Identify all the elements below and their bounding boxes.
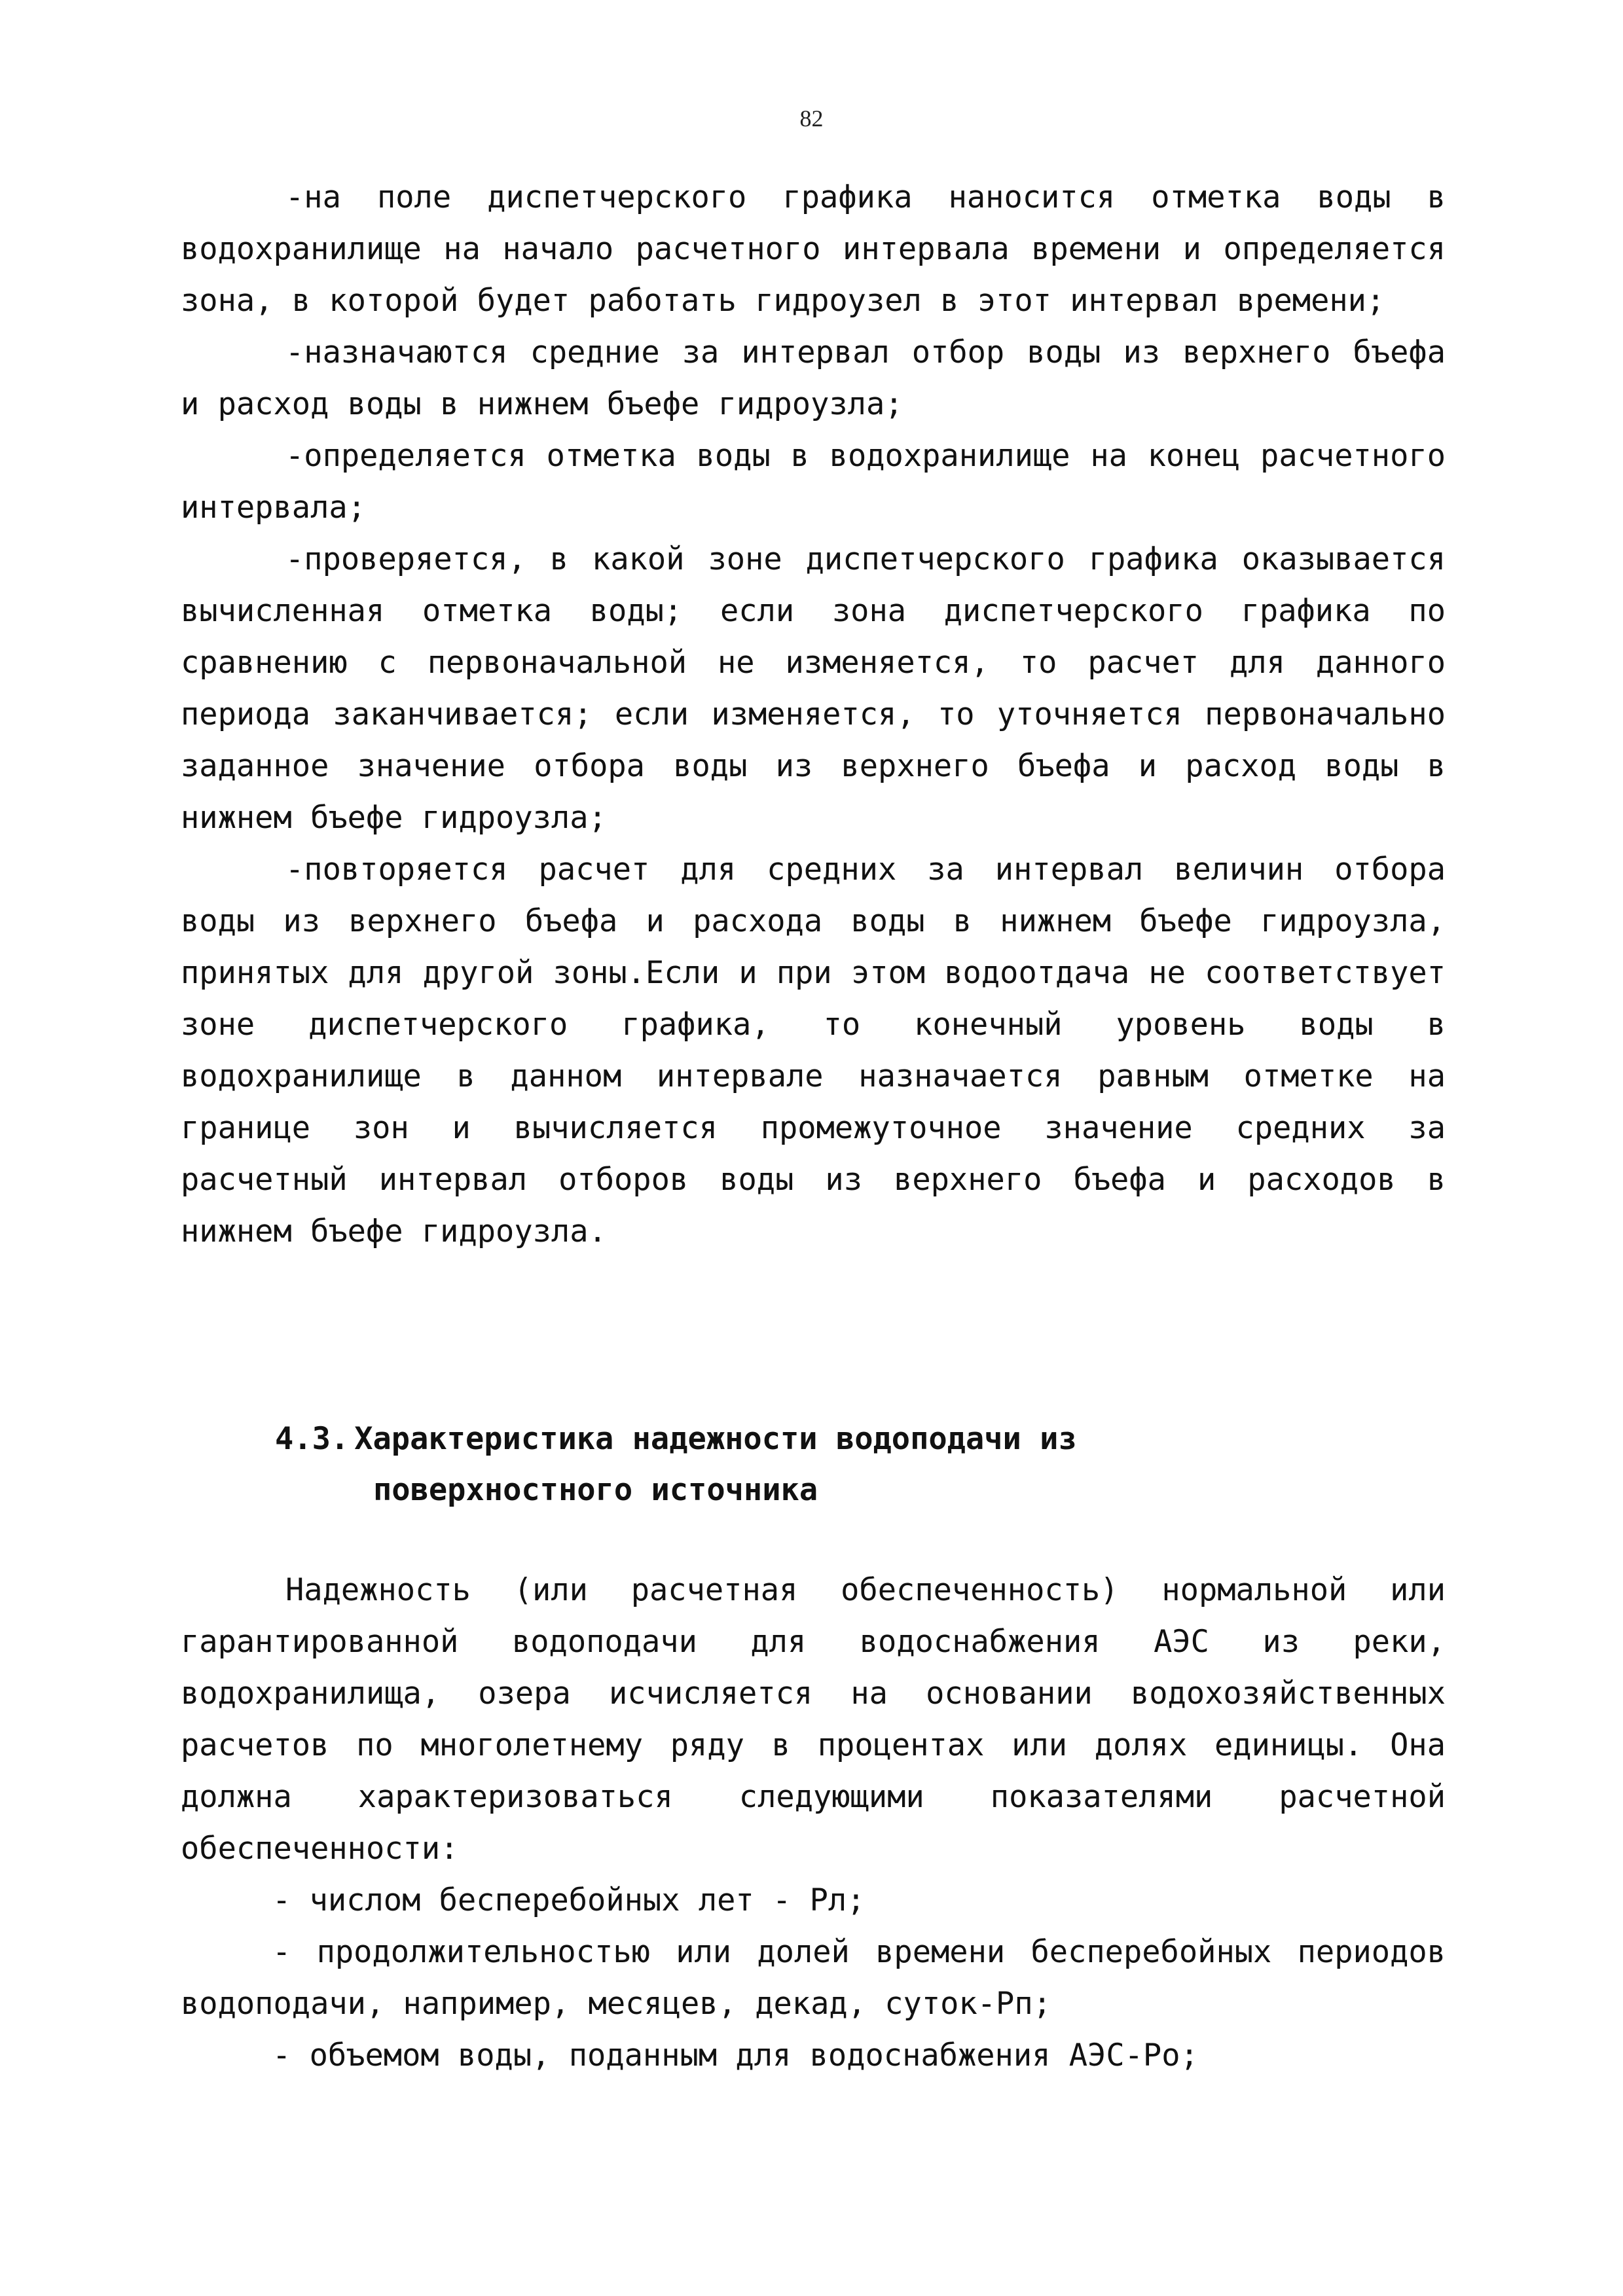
section-title-line2: поверхностного источника bbox=[373, 1472, 818, 1508]
step-paragraph: -назначаются средние за интервал отбор воды из верхнего бъефа и расход воды в нижнем бъефе гидроузла; bbox=[181, 334, 1446, 422]
section-number: 4.3. bbox=[275, 1421, 350, 1457]
step-paragraph: -повторяется расчет для средних за интервал величин отбора воды из верхнего бъефа и расхода воды в нижнем бъефе гидроузла, принятых для другой зоны.Если и при этом водоотдача не соответствует зоне диспетчерского графика, то конечный уровень воды в водохранилище в данном интервале назначается равным отметке на границе зон и вычисляется промежуточное значение средних за расчетный интервал отборов воды из верхнего бъефа и расходов в нижнем бъефе гидроузла. bbox=[181, 852, 1446, 1249]
step-paragraph: -определяется отметка воды в водохранилище на конец расчетного интервала; bbox=[181, 438, 1446, 526]
section-title-line1: Характеристика надежности водоподачи из bbox=[354, 1421, 1077, 1457]
step-paragraph: -проверяется, в какой зоне диспетчерского графика оказывается вычисленная отметка воды; если зона диспетчерского графика по сравнению с первоначальной не изменяется, то расчет для данного периода заканчивается; если изменяется, то уточняется первоначально заданное значение отбора воды из верхнего бъефа и расход воды в нижнем бъефе гидроузла; bbox=[181, 541, 1446, 836]
step-paragraph: -на поле диспетчерского графика наносится отметка воды в водохранилище на начало расчетного интервала времени и определяется зона, в которой будет работать гидроузел в этот интервал времени; bbox=[181, 179, 1446, 319]
procedure-steps bbox=[181, 171, 1446, 1257]
indicator-item: - числом бесперебойных лет - Рл; bbox=[272, 1882, 866, 1918]
indicator-item: - объемом воды, поданным для водоснабжения АЭС-Ро; bbox=[272, 2037, 1199, 2073]
page-number: 82 bbox=[799, 105, 824, 132]
body-paragraph: Надежность (или расчетная обеспеченность) нормальной или гарантированной водоподачи для водоснабжения АЭС из реки, водохранилища, озера исчисляется на основании водохозяйственных расчетов по многолетнему ряду в процентах или долях единицы. Она должна характеризоваться следующими показателями расчетной обеспеченности: bbox=[181, 1572, 1446, 1867]
section-body bbox=[181, 1564, 1446, 2081]
section-heading bbox=[275, 1414, 1283, 1516]
indicator-item: - продолжительностью или долей времени бесперебойных периодов водоподачи, например, месяцев, декад, суток-Рп; bbox=[181, 1934, 1446, 2022]
